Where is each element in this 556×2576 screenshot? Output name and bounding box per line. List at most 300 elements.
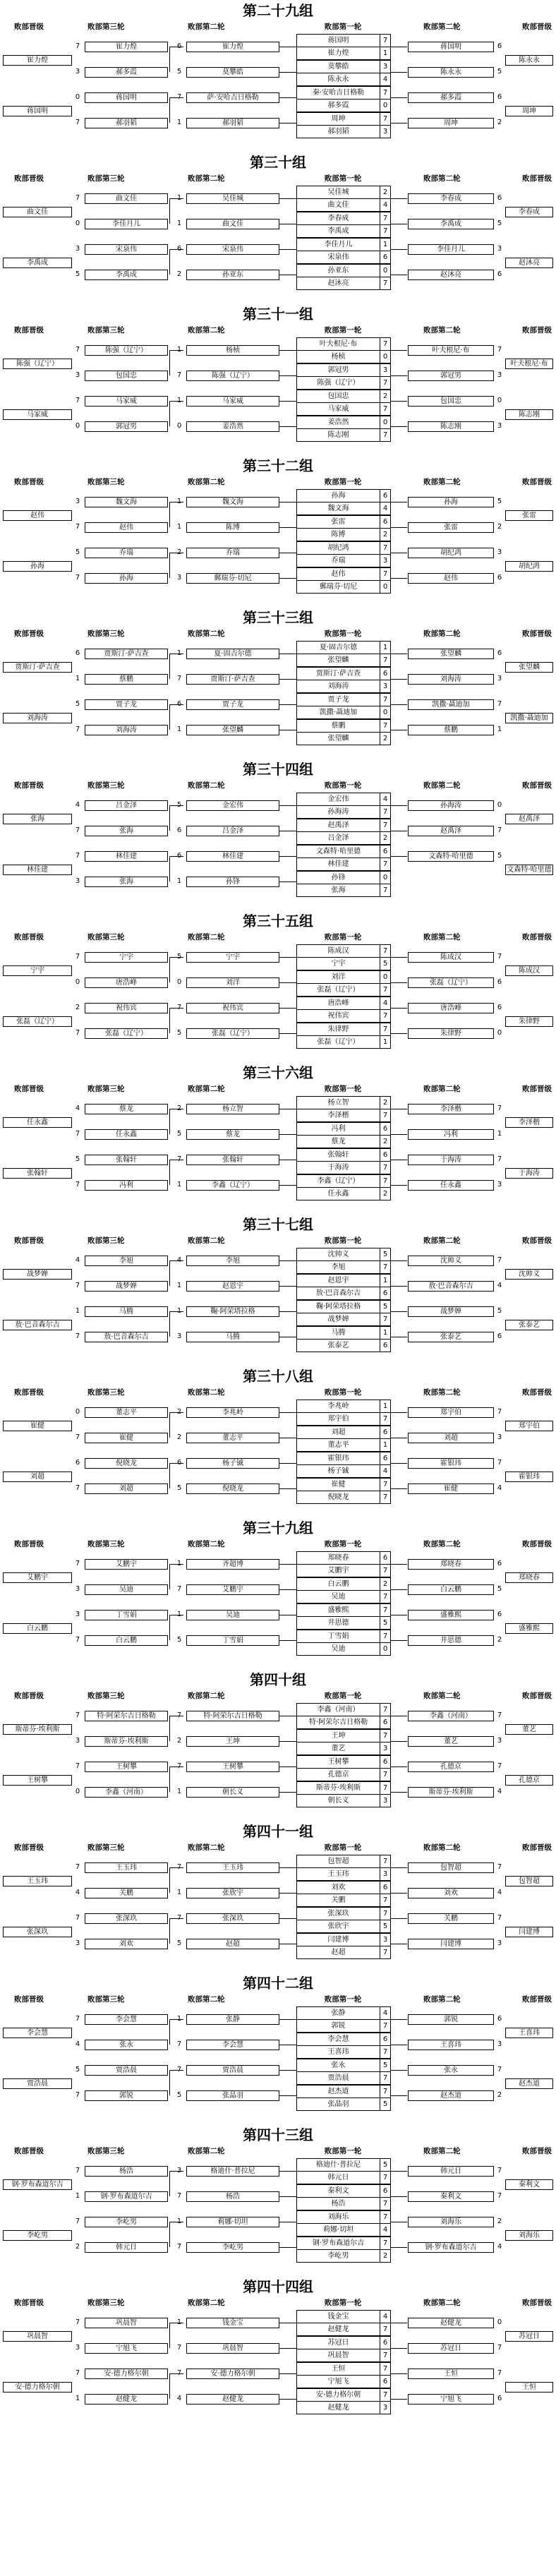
round3-entry[interactable]: 韩元日 xyxy=(85,2242,168,2253)
round2-entry[interactable]: 陈博 xyxy=(186,522,279,533)
center-match-row[interactable] xyxy=(297,126,390,138)
right-round2-entry[interactable]: 蒋国明 xyxy=(408,42,494,52)
right-round2-entry[interactable]: 刘海乐 xyxy=(408,2217,494,2227)
right-round2-entry[interactable]: 郭锐 xyxy=(408,2014,494,2025)
round2-entry[interactable]: 宋泉伟 xyxy=(186,244,279,255)
advancer-left[interactable]: 蒋国明 xyxy=(3,106,72,116)
right-round2-entry[interactable]: 刘海涛 xyxy=(408,674,494,685)
advancer-left[interactable]: 马家威 xyxy=(3,409,72,420)
center-match-row[interactable] xyxy=(297,490,390,502)
center-match-row[interactable] xyxy=(297,1149,390,1162)
center-match-row[interactable] xyxy=(297,1287,390,1301)
round3-entry[interactable]: 李屹男 xyxy=(85,2217,168,2227)
center-match-row[interactable] xyxy=(297,351,390,364)
round2-entry[interactable]: 吕金泽 xyxy=(186,826,279,836)
right-round2-entry[interactable]: 敖·巴音森尔吉 xyxy=(408,1281,494,1292)
center-match-row[interactable] xyxy=(297,100,390,113)
round3-entry[interactable]: 崔健 xyxy=(85,1433,168,1443)
center-match-row[interactable] xyxy=(297,1882,390,1894)
advancer-left[interactable]: 王玉玮 xyxy=(3,1876,72,1886)
round2-entry[interactable]: 张磊（辽宁） xyxy=(186,1028,279,1039)
right-round2-entry[interactable]: 韩元日 xyxy=(408,2166,494,2177)
round2-entry[interactable]: 陈强（辽宁） xyxy=(186,371,279,381)
center-match-row[interactable] xyxy=(297,1704,390,1716)
center-match-row[interactable] xyxy=(297,872,390,884)
round3-entry[interactable]: 张翰轩 xyxy=(85,1155,168,1165)
round2-entry[interactable]: 刘洋 xyxy=(186,977,279,988)
round2-entry[interactable]: 杨子铖 xyxy=(186,1458,279,1469)
right-round2-entry[interactable]: 郝多霞 xyxy=(408,92,494,103)
right-round2-entry[interactable]: 于海涛 xyxy=(408,1155,494,1165)
center-match-row[interactable] xyxy=(297,364,390,377)
center-match-row[interactable] xyxy=(297,1109,390,1123)
round3-entry[interactable]: 曲文佳 xyxy=(85,193,168,204)
advancer-left[interactable]: 斯蒂芬·埃利斯 xyxy=(3,1724,72,1735)
round3-entry[interactable]: 蔡鹏 xyxy=(85,674,168,685)
center-match-row[interactable] xyxy=(297,1591,390,1604)
center-match-row[interactable] xyxy=(297,832,390,845)
round2-entry[interactable]: 孙锋 xyxy=(186,877,279,887)
advancer-right[interactable]: 盛雅熙 xyxy=(505,1623,553,1634)
round3-entry[interactable]: 贾子龙 xyxy=(85,699,168,710)
round2-entry[interactable]: 张翰轩 xyxy=(186,1155,279,1165)
advancer-left[interactable]: 陈强（辽宁） xyxy=(3,359,72,369)
center-match-row[interactable] xyxy=(297,1162,390,1175)
center-match-row[interactable] xyxy=(297,1868,390,1882)
advancer-right[interactable]: 苏冠日 xyxy=(505,2331,553,2342)
round2-entry[interactable]: 魏文海 xyxy=(186,497,279,507)
advancer-left[interactable]: 贾斯汀·萨吉查 xyxy=(3,662,72,673)
center-match-row[interactable] xyxy=(297,47,390,61)
advancer-left[interactable]: 宁宇 xyxy=(3,965,72,976)
center-match-row[interactable] xyxy=(297,1036,390,1048)
right-round2-entry[interactable]: 陈永永 xyxy=(408,67,494,78)
center-match-row[interactable] xyxy=(297,2323,390,2337)
right-round2-entry[interactable]: 孙海 xyxy=(408,497,494,507)
round2-entry[interactable]: 祝伟宾 xyxy=(186,1003,279,1013)
center-match-row[interactable] xyxy=(297,212,390,225)
round2-entry[interactable]: 张晶羽 xyxy=(186,2090,279,2101)
center-match-row[interactable] xyxy=(297,2363,390,2376)
round2-entry[interactable]: 孙亚东 xyxy=(186,270,279,280)
center-match-row[interactable] xyxy=(297,680,390,694)
advancer-right[interactable]: 闫建博 xyxy=(505,1927,553,1937)
center-match-row[interactable] xyxy=(297,1894,390,1908)
right-round2-entry[interactable]: 斯蒂芬·埃利斯 xyxy=(408,1787,494,1798)
round2-entry[interactable]: 张望麟 xyxy=(186,725,279,735)
center-match-row[interactable] xyxy=(297,1756,390,1769)
advancer-right[interactable]: 张望麟 xyxy=(505,662,553,673)
right-round2-entry[interactable]: 董艺 xyxy=(408,1736,494,1747)
right-round2-entry[interactable]: 朱律野 xyxy=(408,1028,494,1039)
advancer-left[interactable]: 艾鹏宇 xyxy=(3,1572,72,1583)
round2-entry[interactable]: 王坤 xyxy=(186,1736,279,1747)
round3-entry[interactable]: 巩晨智 xyxy=(85,2318,168,2328)
right-round2-entry[interactable]: 郑宇伯 xyxy=(408,1407,494,1418)
advancer-left[interactable]: 刘超 xyxy=(3,1471,72,1482)
center-match-row[interactable] xyxy=(297,720,390,733)
center-match-row[interactable] xyxy=(297,2389,390,2402)
round3-entry[interactable]: 魏文海 xyxy=(85,497,168,507)
round3-entry[interactable]: 赵伟 xyxy=(85,522,168,533)
center-match-row[interactable] xyxy=(297,277,390,289)
advancer-right[interactable]: 王恒 xyxy=(505,2382,553,2393)
center-match-row[interactable] xyxy=(297,2402,390,2414)
advancer-left[interactable]: 安·德力格尔朝 xyxy=(3,2382,72,2393)
center-match-row[interactable] xyxy=(297,642,390,654)
center-match-row[interactable] xyxy=(297,733,390,745)
round3-entry[interactable]: 战梦婵 xyxy=(85,1281,168,1292)
right-round2-entry[interactable]: 刘欢 xyxy=(408,1888,494,1898)
center-match-row[interactable] xyxy=(297,87,390,100)
right-round2-entry[interactable]: 包智超 xyxy=(408,1862,494,1873)
right-round2-entry[interactable]: 霍银玮 xyxy=(408,1458,494,1469)
center-match-row[interactable] xyxy=(297,1261,390,1275)
round3-entry[interactable]: 马家威 xyxy=(85,396,168,407)
center-match-row[interactable] xyxy=(297,1301,390,1313)
round3-entry[interactable]: 白云鹏 xyxy=(85,1635,168,1646)
round2-entry[interactable]: 夏·固吉尔德 xyxy=(186,649,279,659)
center-match-row[interactable] xyxy=(297,390,390,403)
center-match-row[interactable] xyxy=(297,2086,390,2098)
round3-entry[interactable]: 斯蒂芬·埃利斯 xyxy=(85,1736,168,1747)
center-match-row[interactable] xyxy=(297,403,390,416)
round3-entry[interactable]: 张海 xyxy=(85,877,168,887)
advancer-left[interactable]: 李禹成 xyxy=(3,258,72,268)
advancer-right[interactable]: 朱律野 xyxy=(505,1016,553,1027)
center-match-row[interactable] xyxy=(297,1604,390,1617)
center-match-row[interactable] xyxy=(297,1248,390,1261)
round2-entry[interactable]: 杨立智 xyxy=(186,1104,279,1114)
center-match-row[interactable] xyxy=(297,1552,390,1565)
center-match-row[interactable] xyxy=(297,1175,390,1188)
advancer-right[interactable]: 郑晓春 xyxy=(505,1572,553,1583)
advancer-right[interactable]: 陈永永 xyxy=(505,55,553,66)
round2-entry[interactable]: 宁宇 xyxy=(186,952,279,963)
right-round2-entry[interactable]: 张磊（辽宁） xyxy=(408,977,494,988)
right-round2-entry[interactable]: 钢·罗布森道尔吉 xyxy=(408,2242,494,2253)
right-round2-entry[interactable]: 王恒 xyxy=(408,2369,494,2379)
round3-entry[interactable]: 杨浩 xyxy=(85,2166,168,2177)
advancer-left[interactable]: 张翰轩 xyxy=(3,1168,72,1179)
round3-entry[interactable]: 马腾 xyxy=(85,1306,168,1317)
round3-entry[interactable]: 王树攀 xyxy=(85,1762,168,1772)
round3-entry[interactable]: 宁旭飞 xyxy=(85,2343,168,2354)
center-match-row[interactable] xyxy=(297,958,390,971)
center-match-row[interactable] xyxy=(297,1023,390,1036)
advancer-right[interactable]: 胡纪鸿 xyxy=(505,561,553,572)
center-match-row[interactable] xyxy=(297,2237,390,2250)
advancer-right[interactable]: 于海涛 xyxy=(505,1168,553,1179)
right-round2-entry[interactable]: 李春成 xyxy=(408,193,494,204)
center-match-row[interactable] xyxy=(297,1946,390,1958)
center-match-row[interactable] xyxy=(297,1439,390,1452)
advancer-right[interactable]: 陈成汉 xyxy=(505,965,553,976)
right-round2-entry[interactable]: 盛雅熙 xyxy=(408,1610,494,1620)
advancer-right[interactable]: 李春成 xyxy=(505,207,553,217)
right-round2-entry[interactable]: 张永 xyxy=(408,2065,494,2076)
round3-entry[interactable]: 关鹏 xyxy=(85,1888,168,1898)
advancer-left[interactable]: 巩晨智 xyxy=(3,2331,72,2342)
center-match-row[interactable] xyxy=(297,225,390,239)
round3-entry[interactable]: 敖·巴音森尔吉 xyxy=(85,1332,168,1342)
round2-entry[interactable]: 莉娜·切坦 xyxy=(186,2217,279,2227)
center-match-row[interactable] xyxy=(297,35,390,47)
round3-entry[interactable]: 刘超 xyxy=(85,1483,168,1494)
center-match-row[interactable] xyxy=(297,2349,390,2363)
round2-entry[interactable]: 马家威 xyxy=(186,396,279,407)
center-match-row[interactable] xyxy=(297,793,390,806)
round3-entry[interactable]: 董志平 xyxy=(85,1407,168,1418)
center-match-row[interactable] xyxy=(297,1716,390,1730)
advancer-left[interactable]: 任永鑫 xyxy=(3,1117,72,1128)
right-round2-entry[interactable]: 陈志刚 xyxy=(408,421,494,432)
center-match-row[interactable] xyxy=(297,1400,390,1413)
center-match-row[interactable] xyxy=(297,265,390,277)
center-match-row[interactable] xyxy=(297,1479,390,1491)
advancer-left[interactable]: 崔健 xyxy=(3,1421,72,1431)
center-match-row[interactable] xyxy=(297,416,390,429)
center-match-row[interactable] xyxy=(297,338,390,351)
center-match-row[interactable] xyxy=(297,1643,390,1655)
right-round2-entry[interactable]: 郭冠男 xyxy=(408,371,494,381)
right-round2-entry[interactable]: 包国忠 xyxy=(408,396,494,407)
center-match-row[interactable] xyxy=(297,1565,390,1578)
right-round2-entry[interactable]: 任永鑫 xyxy=(408,1180,494,1191)
round2-entry[interactable]: 贾子龙 xyxy=(186,699,279,710)
round2-entry[interactable]: 赵恩宇 xyxy=(186,1281,279,1292)
center-match-row[interactable] xyxy=(297,542,390,555)
advancer-right[interactable]: 孔德京 xyxy=(505,1775,553,1786)
center-match-row[interactable] xyxy=(297,654,390,668)
center-match-row[interactable] xyxy=(297,516,390,529)
center-match-row[interactable] xyxy=(297,706,390,720)
advancer-right[interactable]: 张雷 xyxy=(505,510,553,521)
center-match-row[interactable] xyxy=(297,186,390,199)
right-round2-entry[interactable]: 刘超 xyxy=(408,1433,494,1443)
center-match-row[interactable] xyxy=(297,2007,390,2020)
round3-entry[interactable]: 贾斯汀·萨吉查 xyxy=(85,649,168,659)
round2-entry[interactable]: 倪晓龙 xyxy=(186,1483,279,1494)
round2-entry[interactable]: 齐超博 xyxy=(186,1559,279,1570)
center-match-row[interactable] xyxy=(297,819,390,832)
center-match-row[interactable] xyxy=(297,568,390,581)
right-round2-entry[interactable]: 王喜玮 xyxy=(408,2040,494,2050)
center-match-row[interactable] xyxy=(297,2098,390,2110)
right-round2-entry[interactable]: 战梦婵 xyxy=(408,1306,494,1317)
advancer-left[interactable]: 王树攀 xyxy=(3,1775,72,1786)
right-round2-entry[interactable]: 关鹏 xyxy=(408,1913,494,1924)
center-match-row[interactable] xyxy=(297,2033,390,2046)
right-round2-entry[interactable]: 凯撒·聶迪加 xyxy=(408,699,494,710)
right-round2-entry[interactable]: 白云鹏 xyxy=(408,1584,494,1595)
round3-entry[interactable]: 宋泉伟 xyxy=(85,244,168,255)
round3-entry[interactable]: 郭锐 xyxy=(85,2090,168,2101)
round2-entry[interactable]: 李屹男 xyxy=(186,2242,279,2253)
round2-entry[interactable]: 张欣宇 xyxy=(186,1888,279,1898)
advancer-left[interactable]: 敖·巴音森尔吉 xyxy=(3,1320,72,1330)
center-match-row[interactable] xyxy=(297,2172,390,2185)
center-match-row[interactable] xyxy=(297,1097,390,1109)
center-match-row[interactable] xyxy=(297,2159,390,2172)
center-match-row[interactable] xyxy=(297,1491,390,1503)
center-match-row[interactable] xyxy=(297,529,390,542)
right-round2-entry[interactable]: 李佳月儿 xyxy=(408,244,494,255)
round2-entry[interactable]: 莫攀皓 xyxy=(186,67,279,78)
advancer-left[interactable]: 李屹男 xyxy=(3,2230,72,2241)
advancer-left[interactable]: 战梦婵 xyxy=(3,1269,72,1280)
center-match-row[interactable] xyxy=(297,2072,390,2086)
advancer-right[interactable]: 文森特·哈里德 xyxy=(505,865,553,875)
right-round2-entry[interactable]: 闫建博 xyxy=(408,1939,494,1949)
right-round2-entry[interactable]: 李泽楷 xyxy=(408,1104,494,1114)
center-match-row[interactable] xyxy=(297,997,390,1010)
center-match-row[interactable] xyxy=(297,1413,390,1426)
advancer-left[interactable]: 张海 xyxy=(3,814,72,824)
round3-entry[interactable]: 林佳建 xyxy=(85,851,168,862)
right-round2-entry[interactable]: 孔德京 xyxy=(408,1762,494,1772)
right-round2-entry[interactable]: 蔡鹏 xyxy=(408,725,494,735)
round3-entry[interactable]: 张海 xyxy=(85,826,168,836)
round3-entry[interactable]: 陈强（辽宁） xyxy=(85,345,168,356)
right-round2-entry[interactable]: 陈成汉 xyxy=(408,952,494,963)
right-round2-entry[interactable]: 张雷 xyxy=(408,522,494,533)
center-match-row[interactable] xyxy=(297,2250,390,2262)
advancer-left[interactable]: 张深玖 xyxy=(3,1927,72,1937)
center-match-row[interactable] xyxy=(297,1465,390,1479)
round2-entry[interactable]: 王玉玮 xyxy=(186,1862,279,1873)
advancer-right[interactable]: 陈志刚 xyxy=(505,409,553,420)
round3-entry[interactable]: 唐浩峰 xyxy=(85,977,168,988)
round3-entry[interactable]: 张永 xyxy=(85,2040,168,2050)
advancer-left[interactable]: 贾浩晨 xyxy=(3,2078,72,2089)
round2-entry[interactable]: 曲文佳 xyxy=(186,219,279,229)
center-match-row[interactable] xyxy=(297,845,390,858)
advancer-left[interactable]: 李会慧 xyxy=(3,2028,72,2038)
center-match-row[interactable] xyxy=(297,1769,390,1782)
round3-entry[interactable]: 乔瑞 xyxy=(85,548,168,558)
round2-entry[interactable]: 贾浩晨 xyxy=(186,2065,279,2076)
round3-entry[interactable]: 王玉玮 xyxy=(85,1862,168,1873)
round3-entry[interactable]: 刘海涛 xyxy=(85,725,168,735)
right-round2-entry[interactable]: 叶夫根尼·布 xyxy=(408,345,494,356)
advancer-right[interactable]: 周坤 xyxy=(505,106,553,116)
round2-entry[interactable]: 艾鹏宇 xyxy=(186,1584,279,1595)
round3-entry[interactable]: 李会慧 xyxy=(85,2014,168,2025)
advancer-right[interactable]: 霍银玮 xyxy=(505,1471,553,1482)
center-match-row[interactable] xyxy=(297,73,390,87)
round2-entry[interactable]: 李鑫（辽宁） xyxy=(186,1180,279,1191)
center-match-row[interactable] xyxy=(297,1730,390,1743)
center-match-row[interactable] xyxy=(297,251,390,265)
round3-entry[interactable]: 李鑫（河南） xyxy=(85,1787,168,1798)
center-match-row[interactable] xyxy=(297,1452,390,1465)
center-match-row[interactable] xyxy=(297,239,390,251)
advancer-right[interactable]: 李泽楷 xyxy=(505,1117,553,1128)
round2-entry[interactable]: 王树攀 xyxy=(186,1762,279,1772)
round3-entry[interactable]: 祝伟宾 xyxy=(85,1003,168,1013)
round3-entry[interactable]: 孙海 xyxy=(85,573,168,584)
center-match-row[interactable] xyxy=(297,2337,390,2349)
center-match-row[interactable] xyxy=(297,199,390,212)
right-round2-entry[interactable]: 沈帅义 xyxy=(408,1256,494,1266)
round2-entry[interactable]: 乔瑞 xyxy=(186,548,279,558)
round2-entry[interactable]: 崔力煌 xyxy=(186,42,279,52)
center-match-row[interactable] xyxy=(297,2198,390,2211)
center-match-row[interactable] xyxy=(297,2020,390,2033)
center-match-row[interactable] xyxy=(297,1123,390,1136)
advancer-right[interactable]: 刘海乐 xyxy=(505,2230,553,2241)
right-round2-entry[interactable]: 赵伟 xyxy=(408,573,494,584)
round3-entry[interactable]: 赵健龙 xyxy=(85,2394,168,2405)
round3-entry[interactable]: 艾鹏宇 xyxy=(85,1559,168,1570)
center-match-row[interactable] xyxy=(297,1313,390,1327)
center-match-row[interactable] xyxy=(297,1782,390,1795)
right-round2-entry[interactable]: 赵禹泽 xyxy=(408,826,494,836)
center-match-row[interactable] xyxy=(297,1908,390,1920)
center-match-row[interactable] xyxy=(297,1795,390,1807)
center-match-row[interactable] xyxy=(297,502,390,516)
advancer-left[interactable]: 白云鹏 xyxy=(3,1623,72,1634)
advancer-left[interactable]: 曲文佳 xyxy=(3,207,72,217)
center-match-row[interactable] xyxy=(297,377,390,390)
round3-entry[interactable]: 吴迪 xyxy=(85,1584,168,1595)
round2-entry[interactable]: 赵健龙 xyxy=(186,2394,279,2405)
round2-entry[interactable]: 萨·安哈吉日格勒 xyxy=(186,92,279,103)
center-match-row[interactable] xyxy=(297,2376,390,2389)
right-round2-entry[interactable]: 苏冠日 xyxy=(408,2343,494,2354)
advancer-right[interactable]: 凯撒·聶迪加 xyxy=(505,713,553,723)
round3-entry[interactable]: 冯利 xyxy=(85,1180,168,1191)
round2-entry[interactable]: 郝羽韬 xyxy=(186,118,279,128)
round2-entry[interactable]: 李会慧 xyxy=(186,2040,279,2050)
round2-entry[interactable]: 格迪什·普拉尼 xyxy=(186,2166,279,2177)
advancer-left[interactable]: 张磊（辽宁） xyxy=(3,1016,72,1027)
center-match-row[interactable] xyxy=(297,2211,390,2224)
round2-entry[interactable]: 吴迪 xyxy=(186,1610,279,1620)
round2-entry[interactable]: 姜浩然 xyxy=(186,421,279,432)
round2-entry[interactable]: 朝长义 xyxy=(186,1787,279,1798)
round2-entry[interactable]: 赵超 xyxy=(186,1939,279,1949)
right-round2-entry[interactable]: 秦利文 xyxy=(408,2191,494,2202)
round3-entry[interactable]: 李旭 xyxy=(85,1256,168,1266)
center-match-row[interactable] xyxy=(297,581,390,593)
advancer-right[interactable]: 秦利文 xyxy=(505,2179,553,2190)
advancer-left[interactable]: 钢·罗布森道尔吉 xyxy=(3,2179,72,2190)
center-match-row[interactable] xyxy=(297,806,390,819)
round3-entry[interactable]: 特·阿荣尔吉日格勒 xyxy=(85,1711,168,1721)
advancer-right[interactable]: 赵沐亮 xyxy=(505,258,553,268)
round2-entry[interactable]: 鞠·阿荣塔拉格 xyxy=(186,1306,279,1317)
center-match-row[interactable] xyxy=(297,694,390,706)
round3-entry[interactable]: 郝多霞 xyxy=(85,67,168,78)
round3-entry[interactable]: 郭冠男 xyxy=(85,421,168,432)
center-match-row[interactable] xyxy=(297,1275,390,1287)
round2-entry[interactable]: 特·阿荣尔吉日格勒 xyxy=(186,1711,279,1721)
advancer-right[interactable]: 赵杰道 xyxy=(505,2078,553,2089)
round2-entry[interactable]: 钱金宝 xyxy=(186,2318,279,2328)
center-match-row[interactable] xyxy=(297,113,390,126)
right-round2-entry[interactable]: 赵杰道 xyxy=(408,2090,494,2101)
round2-entry[interactable]: 杨桢 xyxy=(186,345,279,356)
round3-entry[interactable]: 崔力煌 xyxy=(85,42,168,52)
advancer-right[interactable]: 董艺 xyxy=(505,1724,553,1735)
advancer-left[interactable]: 赵伟 xyxy=(3,510,72,521)
center-match-row[interactable] xyxy=(297,1426,390,1439)
right-round2-entry[interactable]: 李禹成 xyxy=(408,219,494,229)
round3-entry[interactable]: 倪晓龙 xyxy=(85,1458,168,1469)
center-match-row[interactable] xyxy=(297,2046,390,2059)
